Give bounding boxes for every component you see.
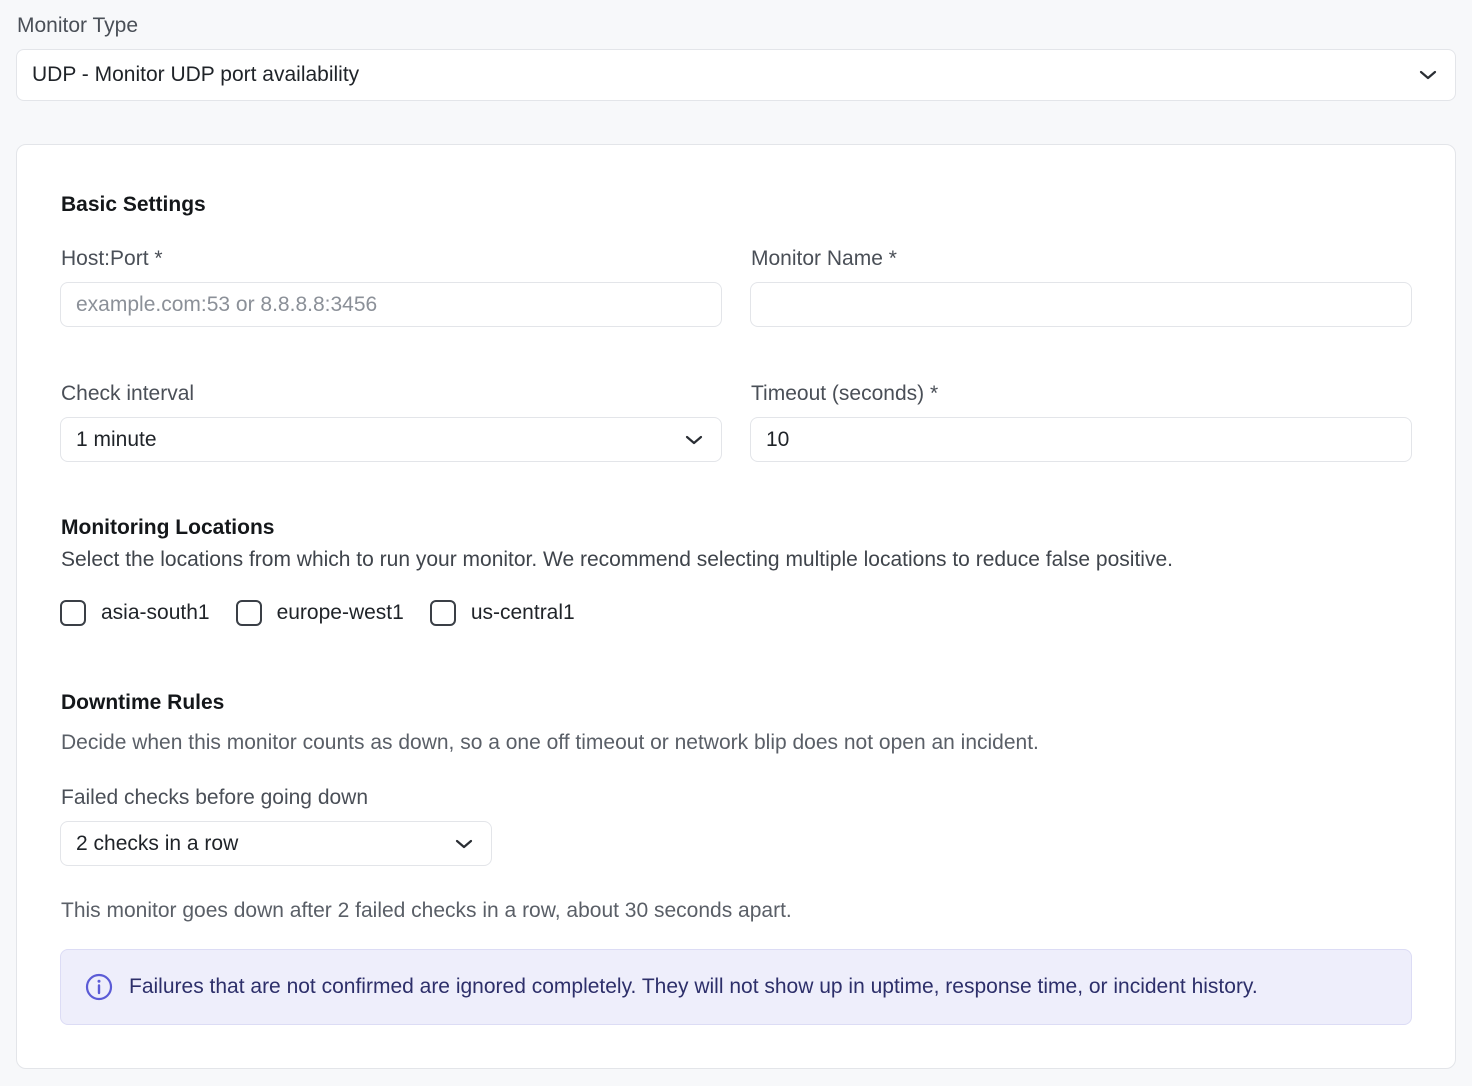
- monitoring-locations-title: Monitoring Locations: [61, 516, 275, 539]
- timeout-value: 10: [766, 427, 790, 451]
- downtime-rules-description: Decide when this monitor counts as down, so a one off timeout or network blip does not open an incident.: [61, 731, 1039, 754]
- check-interval-value: 1 minute: [76, 427, 157, 451]
- failed-checks-select[interactable]: [60, 821, 492, 866]
- location-checkbox-group: [60, 600, 601, 626]
- failed-checks-value: 2 checks in a row: [76, 831, 239, 855]
- monitor-name-input[interactable]: [750, 282, 1412, 327]
- location-option-us-central1[interactable]: [430, 600, 575, 626]
- checkbox[interactable]: [60, 600, 86, 626]
- downtime-rules-title: Downtime Rules: [61, 691, 225, 714]
- chevron-down-icon: [1419, 70, 1437, 80]
- check-interval-label: Check interval: [61, 382, 195, 405]
- monitor-type-select[interactable]: [16, 49, 1456, 101]
- host-port-label: Host:Port *: [61, 247, 163, 270]
- location-label: asia-south1: [101, 601, 210, 624]
- host-port-input[interactable]: [60, 282, 722, 327]
- location-label: us-central1: [470, 601, 575, 624]
- failed-checks-label: Failed checks before going down: [61, 786, 369, 809]
- location-option-asia-south1[interactable]: [60, 600, 210, 626]
- monitor-type-value: UDP - Monitor UDP port availability: [32, 63, 360, 86]
- timeout-input[interactable]: [750, 417, 1412, 462]
- checkbox[interactable]: [430, 600, 456, 626]
- chevron-down-icon: [455, 839, 473, 849]
- monitor-type-label: Monitor Type: [17, 14, 139, 37]
- location-option-europe-west1[interactable]: [236, 600, 404, 626]
- basic-settings-title: Basic Settings: [61, 193, 206, 216]
- monitor-settings-card: [16, 144, 1456, 1069]
- info-text: Failures that are not confirmed are ignored completely. They will not show up in uptime, response time, or incident history.: [129, 975, 1258, 998]
- host-port-placeholder: example.com:53 or 8.8.8.8:3456: [76, 292, 378, 316]
- checkbox[interactable]: [236, 600, 262, 626]
- chevron-down-icon: [685, 435, 703, 445]
- timeout-label: Timeout (seconds) *: [751, 382, 939, 405]
- monitor-name-label: Monitor Name *: [751, 247, 897, 270]
- info-icon: [85, 973, 113, 1001]
- check-interval-select[interactable]: [60, 417, 722, 462]
- info-callout: [60, 949, 1412, 1025]
- monitoring-locations-description: Select the locations from which to run your monitor. We recommend selecting multiple locations to reduce false positive.: [61, 548, 1173, 571]
- downtime-summary: This monitor goes down after 2 failed checks in a row, about 30 seconds apart.: [61, 899, 792, 922]
- location-label: europe-west1: [276, 601, 404, 624]
